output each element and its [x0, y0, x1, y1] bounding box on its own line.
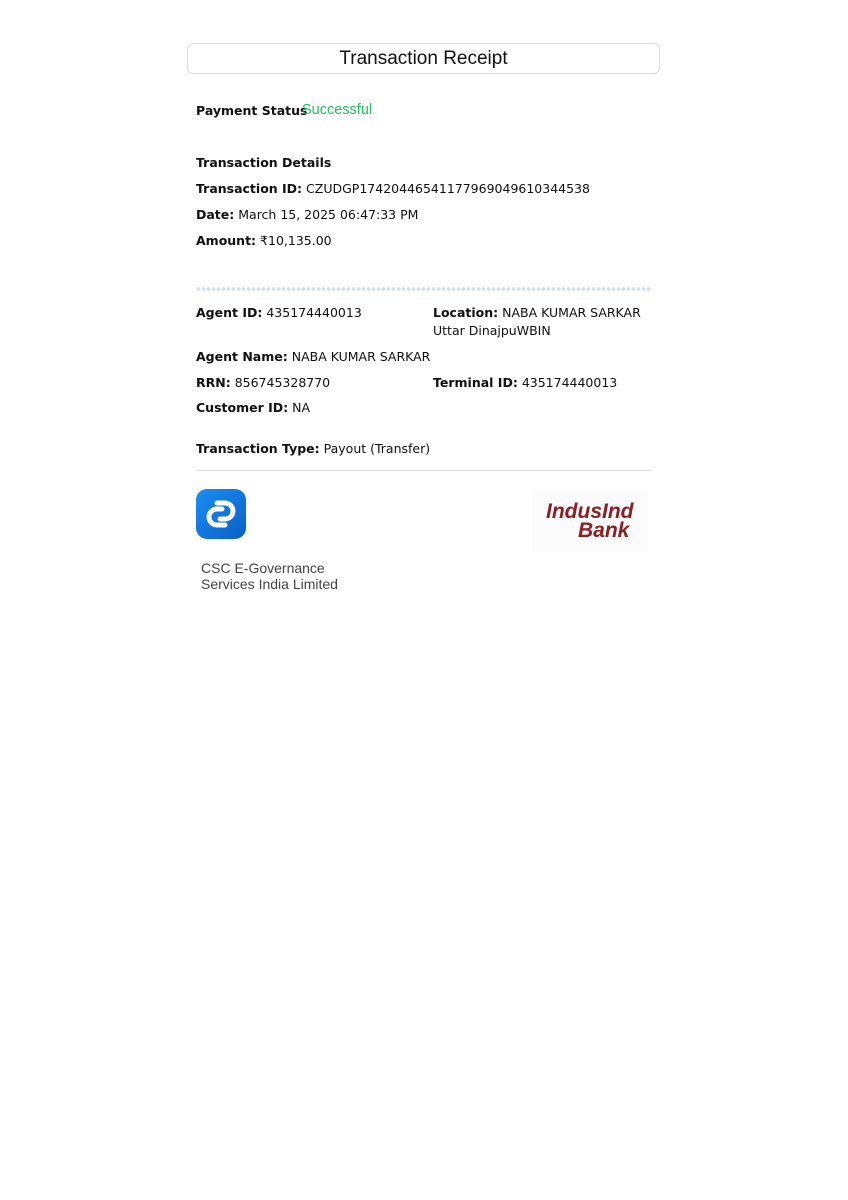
- bank-logo-line1: IndusInd: [546, 500, 634, 523]
- location-row: [433, 304, 658, 340]
- csc-name-line2: Services India Limited: [201, 576, 338, 592]
- csc-company-name: [201, 560, 338, 592]
- transaction-type-value: Payout (Transfer): [323, 441, 431, 456]
- bank-logo-line2: Bank: [578, 519, 630, 542]
- csc-logo-mark-icon: [196, 489, 246, 539]
- terminal-id-label: Terminal ID:: [433, 375, 518, 390]
- csc-name-line1: CSC E-Governance: [201, 560, 325, 576]
- transaction-details-heading: Transaction Details: [196, 155, 332, 170]
- agent-id-row: [196, 304, 362, 322]
- agent-name-row: [196, 348, 430, 366]
- dotted-separator: [196, 287, 652, 291]
- amount-value: ₹10,135.00: [260, 233, 332, 248]
- rrn-label: RRN:: [196, 375, 231, 390]
- receipt-header: [187, 43, 660, 74]
- agent-name-value: NABA KUMAR SARKAR: [291, 349, 431, 364]
- customer-id-row: [196, 399, 310, 417]
- agent-id-value: 435174440013: [266, 305, 362, 320]
- csc-app-icon: [196, 489, 246, 539]
- terminal-id-value: 435174440013: [521, 375, 618, 390]
- location-value: NABA KUMAR SARKAR Uttar DinajpuWBIN: [433, 305, 641, 338]
- rrn-value: 856745328770: [234, 375, 331, 390]
- rrn-row: [196, 374, 330, 392]
- location-label: Location:: [433, 305, 499, 320]
- agent-id-label: Agent ID:: [196, 305, 263, 320]
- transaction-type-row: [196, 440, 430, 458]
- date-label: Date:: [196, 207, 235, 222]
- transaction-id-row: [196, 180, 590, 198]
- page-title: Transaction Receipt: [339, 47, 508, 69]
- customer-id-label: Customer ID:: [196, 400, 289, 415]
- terminal-id-row: [433, 374, 617, 392]
- amount-label: Amount:: [196, 233, 257, 248]
- payment-status-label: Payment Status: [196, 103, 308, 118]
- payment-status-value: Successful: [302, 102, 373, 118]
- indusind-bank-logo: [532, 490, 648, 552]
- date-value: March 15, 2025 06:47:33 PM: [238, 207, 419, 222]
- transaction-id-label: Transaction ID:: [196, 181, 303, 196]
- customer-id-value: NA: [292, 400, 311, 415]
- transaction-type-label: Transaction Type:: [196, 441, 320, 456]
- date-row: [196, 206, 418, 224]
- footer-divider: [196, 470, 652, 471]
- transaction-id-value: CZUDGP17420446541177969049610344538: [306, 181, 590, 196]
- amount-row: [196, 232, 332, 250]
- agent-name-label: Agent Name:: [196, 349, 288, 364]
